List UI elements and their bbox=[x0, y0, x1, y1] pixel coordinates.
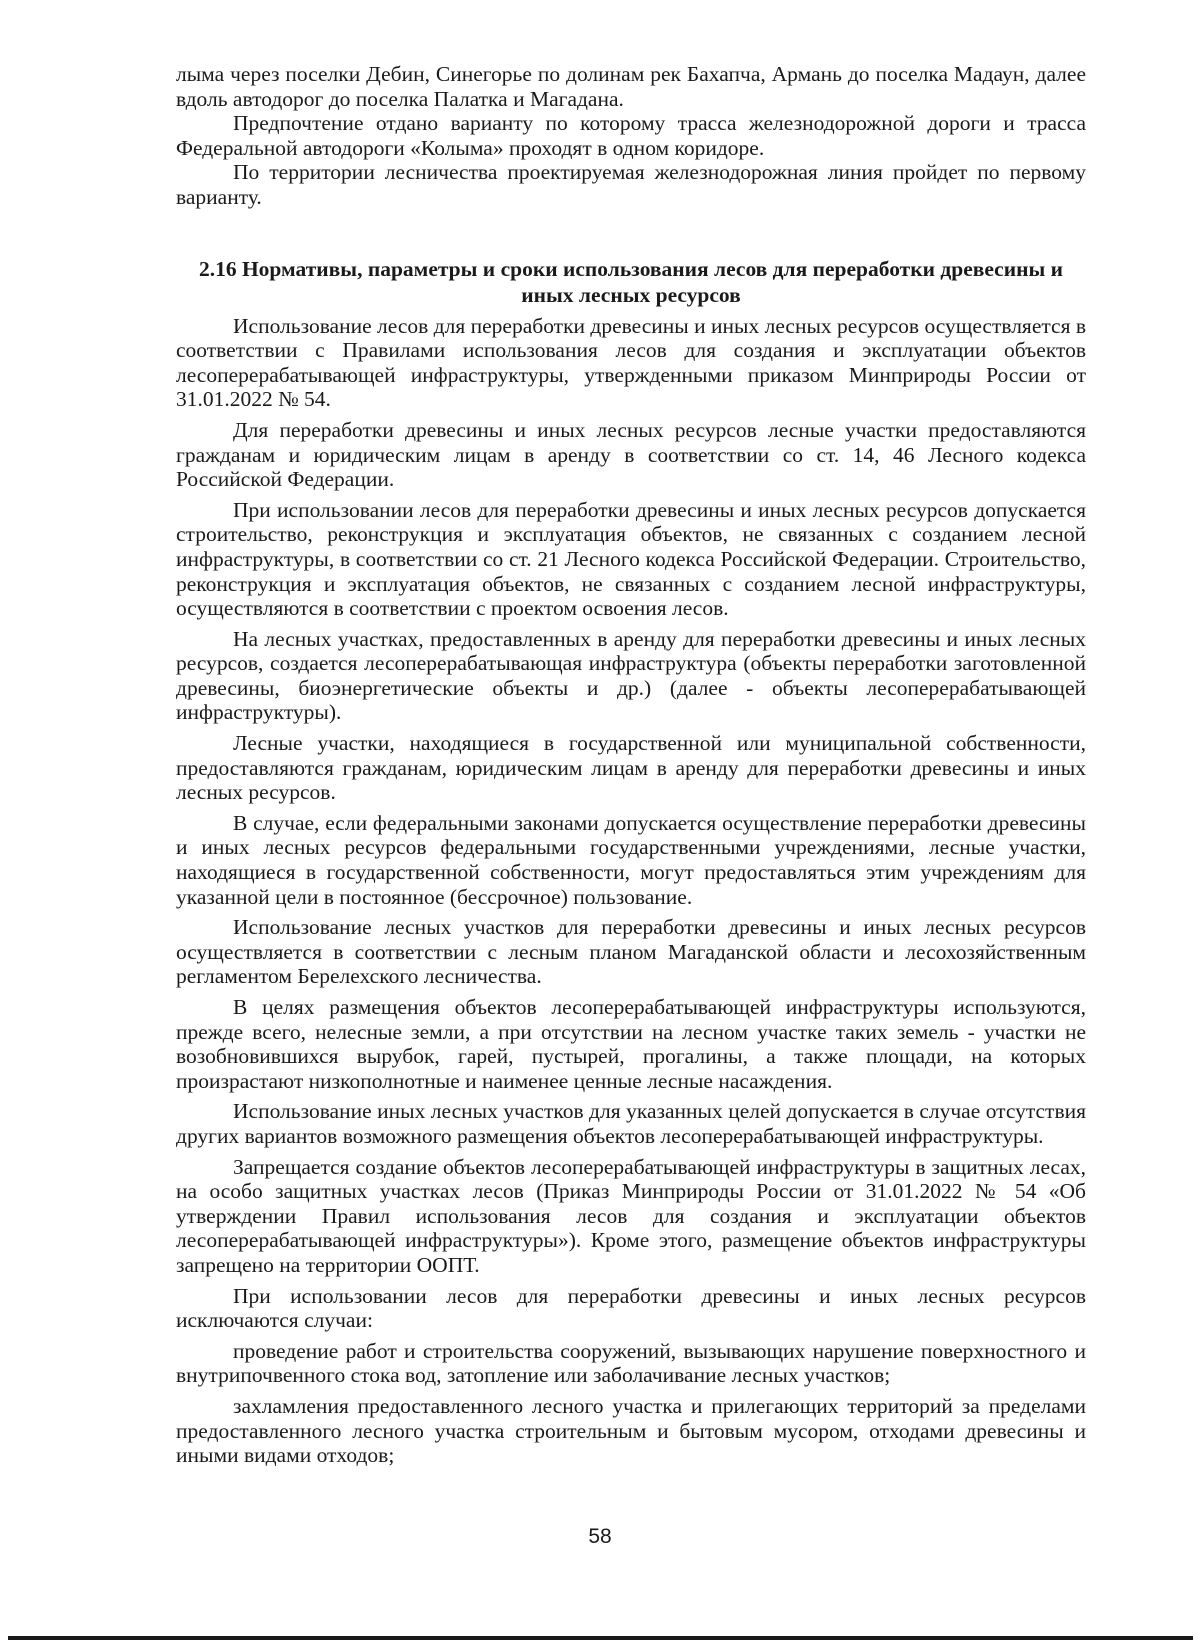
paragraph-10: Запрещается создание объектов лесоперерабатывающей инфраструктуры в защитных лесах, на особо защитных участках лесов (Приказ Минприроды России от 31.01.2022 № 54 «Об утверждении Правил использования лесов для создания и эксплуатации объектов лесоперерабатывающей инфраструктуры»). Кроме этого, размещение объектов инфраструктуры запрещено на территории ООПТ. bbox=[176, 1154, 1086, 1277]
paragraph-4: На лесных участках, предоставленных в аренду для переработки древесины и иных лесных ресурсов, создается лесоперерабатывающая инфраструктура (объекты переработки заготовленной древесины, биоэнергетические объекты и др.) (далее - объекты лесоперерабатывающей инфраструктуры). bbox=[176, 626, 1086, 725]
paragraph-2: Для переработки древесины и иных лесных ресурсов лесные участки предоставляются гражданам и юридическим лицам в аренду в соответствии со ст. 14, 46 Лесного кодекса Российской Федерации. bbox=[176, 417, 1086, 492]
paragraph-11: При использовании лесов для переработки древесины и иных лесных ресурсов исключаются случаи: bbox=[176, 1283, 1086, 1333]
intro-paragraph-1: лыма через поселки Дебин, Синегорье по долинам рек Бахапча, Армань до поселка Мадаун, далее вдоль автодорог до поселка Палатка и Магадана. bbox=[176, 62, 1086, 111]
section-heading: 2.16 Нормативы, параметры и сроки использования лесов для переработки древесины и иных лесных ресурсов bbox=[198, 256, 1064, 307]
intro-paragraph-2: Предпочтение отдано варианту по которому трасса железнодорожной дороги и трасса Федеральной автодороги «Колыма» проходят в одном коридоре. bbox=[176, 111, 1086, 160]
paragraph-1: Использование лесов для переработки древесины и иных лесных ресурсов осуществляется в соответствии с Правилами использования лесов для создания и эксплуатации объектов лесоперерабатывающей инфраструктуры, утвержденными приказом Минприроды России от 31.01.2022 № 54. bbox=[176, 313, 1086, 412]
paragraph-5: Лесные участки, находящиеся в государственной или муниципальной собственности, предоставляются гражданам, юридическим лицам в аренду для переработки древесины и иных лесных ресурсов. bbox=[176, 731, 1086, 805]
intro-paragraph-3: По территории лесничества проектируемая железнодорожная линия пройдет по первому варианту. bbox=[176, 160, 1086, 209]
paragraph-8: В целях размещения объектов лесоперерабатывающей инфраструктуры используются, прежде всего, нелесные земли, а при отсутствии на лесном участке таких земель - участки не возобновившихся вырубок, гарей, пустырей, прогалины, а также площади, на которых произрастают низкополнотные и наименее ценные лесные насаждения. bbox=[176, 995, 1086, 1093]
paragraph-9: Использование иных лесных участков для указанных целей допускается в случае отсутствия других вариантов возможного размещения объектов лесоперерабатывающей инфраструктуры. bbox=[176, 1099, 1086, 1148]
paragraph-12: проведение работ и строительства сооружений, вызывающих нарушение поверхностного и внутрипочвенного стока вод, затопление или заболачивание лесных участков; bbox=[176, 1338, 1086, 1388]
page-number: 58 bbox=[588, 1525, 612, 1548]
bottom-rule bbox=[8, 1636, 1193, 1640]
page-content bbox=[176, 62, 1086, 1468]
paragraph-6: В случае, если федеральными законами допускается осуществление переработки древесины и иных лесных ресурсов федеральными государственными учреждениями, лесные участки, находящиеся в государственной собственности, могут предоставляться этим учреждениям для указанной цели в постоянное (бессрочное) пользование. bbox=[176, 810, 1086, 909]
paragraph-3: При использовании лесов для переработки древесины и иных лесных ресурсов допускается строительство, реконструкция и эксплуатация объектов, не связанных с созданием лесной инфраструктуры, в соответствии со ст. 21 Лесного кодекса Российской Федерации. Строительство, реконструкция и эксплуатация объектов, не связанных с созданием лесной инфраструктуры, осуществляются в соответствии с проектом освоения лесов. bbox=[176, 497, 1086, 621]
paragraph-7: Использование лесных участков для переработки древесины и иных лесных ресурсов осуществляется в соответствии с лесным планом Магаданской области и лесохозяйственным регламентом Берелехского лесничества. bbox=[176, 915, 1086, 989]
paragraph-13: захламления предоставленного лесного участка и прилегающих территорий за пределами предоставленного лесного участка строительным и бытовым мусором, отходами древесины и иными видами отходов; bbox=[176, 1393, 1086, 1468]
